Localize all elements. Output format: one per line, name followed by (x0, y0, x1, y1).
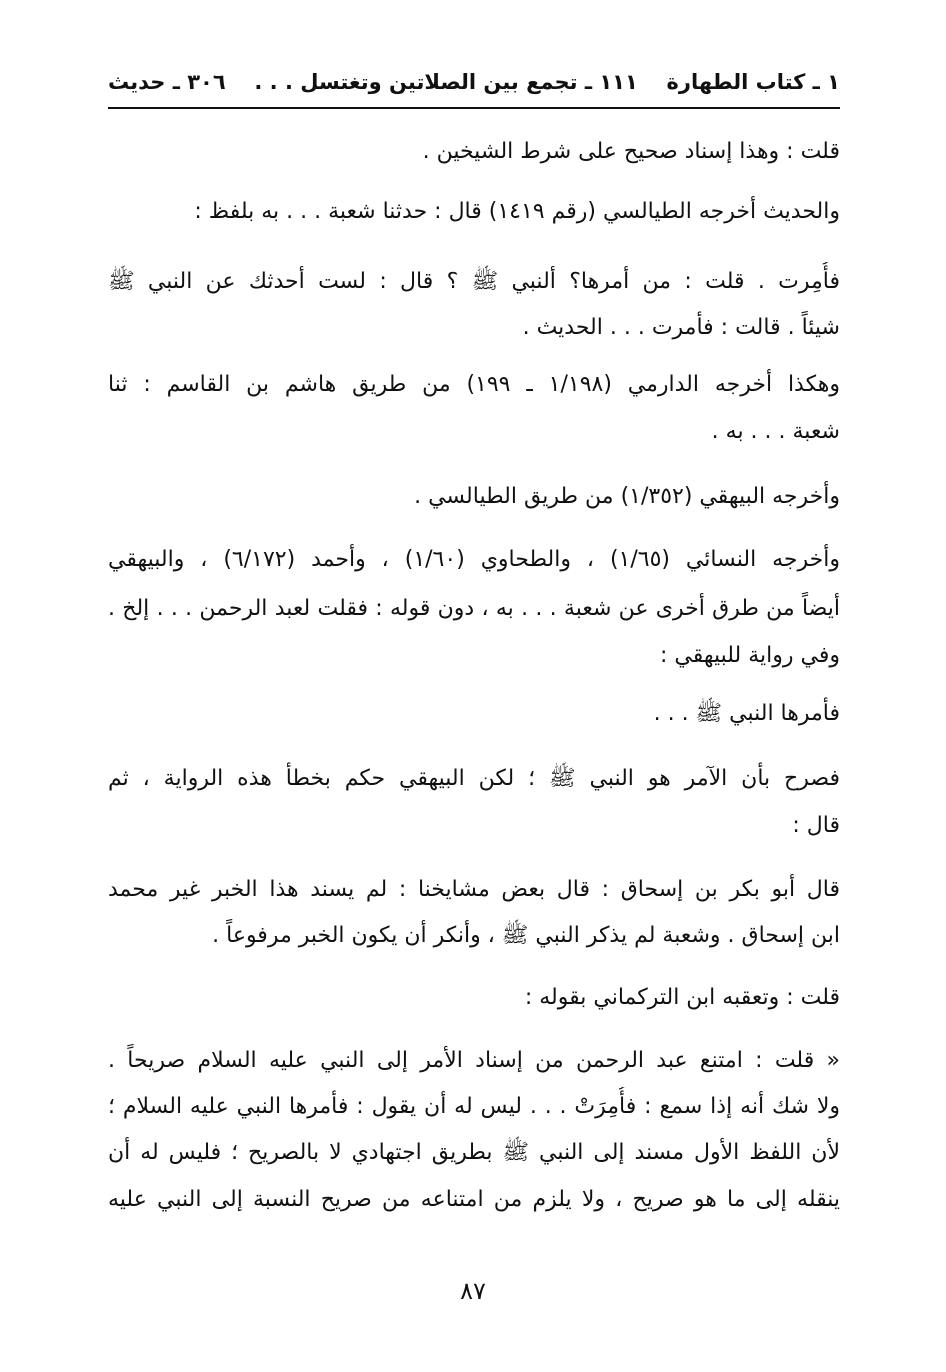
text-line: أيضاً من طرق أخرى عن شعبة . . . به ، دون قوله : فقلت لعبد الرحمن . . . إلخ . (108, 596, 840, 621)
header-divider (108, 107, 840, 109)
text-line: قال أبو بكر بن إسحاق : قال بعض مشايخنا : لم يسند هذا الخبر غير محمد (108, 877, 840, 902)
text-line: فأمرها النبي ﷺ . . . (653, 701, 840, 726)
text-line: فصرح بأن الآمر هو النبي ﷺ ؛ لكن البيهقي حكم بخطأ هذه الرواية ، ثم (108, 766, 840, 791)
text-line: ولا شك أنه إذا سمع : فأُمِرَتْ . . . ليس له أن يقول : فأمرها النبي عليه السلام ؛ (108, 1094, 840, 1119)
text-line: « قلت : امتنع عبد الرحمن من إسناد الأمر إلى النبي عليه السلام صريحاً . (108, 1048, 840, 1073)
text-line: والحديث أخرجه الطيالسي (رقم ١٤١٩) قال : حدثنا شعبة . . . به بلفظ : (194, 199, 840, 224)
text-line: ابن إسحاق . وشعبة لم يذكر النبي ﷺ ، وأنكر أن يكون الخبر مرفوعاً . (212, 923, 840, 948)
text-line: شيئاً . قالت : فأمرت . . . الحديث . (522, 315, 840, 340)
header-hadith-number: ٣٠٦ ـ حديث (108, 70, 226, 94)
text-line: قلت : وتعقبه ابن التركماني بقوله : (524, 985, 840, 1010)
text-line: وهكذا أخرجه الدارمي (١/١٩٨ ـ ١٩٩) من طريق هاشم بن القاسم : ثنا (108, 372, 840, 397)
header-chapter: ١ ـ كتاب الطهارة (666, 70, 840, 94)
text-line: قلت : وهذا إسناد صحيح على شرط الشيخين . (422, 139, 840, 164)
text-line: وأخرجه البيهقي (١/٣٥٢) من طريق الطيالسي . (414, 484, 840, 509)
page-number: ٨٧ (460, 1277, 486, 1305)
running-header (108, 62, 840, 102)
text-line: ينقله إلى ما هو صريح ، ولا يلزم من امتناعه من صريح النسبة إلى النبي عليه (108, 1187, 840, 1212)
text-line: قال : (792, 813, 840, 838)
text-line: وفي رواية للبيهقي : (659, 643, 840, 668)
text-line: شعبة . . . به . (711, 419, 840, 444)
text-line: لأن اللفظ الأول مسند إلى النبي ﷺ بطريق اجتهادي لا بالصريح ؛ فليس له أن (108, 1140, 840, 1165)
header-section: ١١١ ـ تجمع بين الصلاتين وتغتسل . . . (254, 70, 638, 94)
text-line: وأخرجه النسائي (١/٦٥) ، والطحاوي (١/٦٠) ، وأحمد (٦/١٧٢) ، والبيهقي (108, 547, 840, 572)
text-line: فأُمِرت . قلت : من أمرها؟ ألنبي ﷺ ؟ قال : لست أحدثك عن النبي ﷺ (108, 269, 840, 294)
